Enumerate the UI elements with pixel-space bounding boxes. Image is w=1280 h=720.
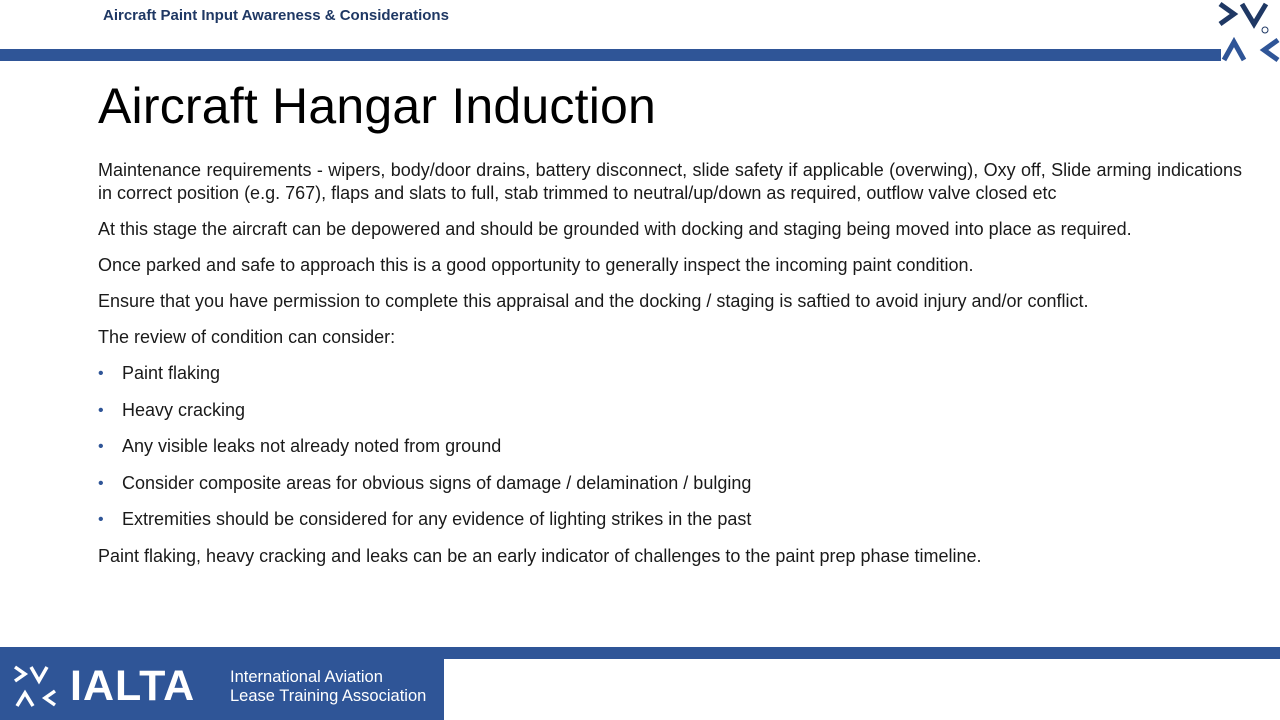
paragraph: The review of condition can consider: xyxy=(98,327,396,347)
list-item-text: Extremities should be considered for any evidence of lighting strikes in the past xyxy=(122,509,752,529)
bullet-icon: • xyxy=(98,365,104,382)
list-item xyxy=(98,399,1242,422)
footer-org-line: International Aviation xyxy=(230,668,383,686)
paragraph: Once parked and safe to approach this is a good opportunity to generally inspect the incoming paint condition. xyxy=(98,255,974,275)
list-item xyxy=(98,362,1242,385)
footer-org-line: Lease Training Association xyxy=(230,687,427,705)
list-item-text: Heavy cracking xyxy=(122,399,246,420)
bullet-icon: • xyxy=(98,401,104,419)
paragraph: Maintenance requirements - wipers, body/door drains, battery disconnect, slide safety if applicable (overwing), Oxy off, Slide arming indications in correct position (e.g. 767), flaps and slats to full, stab trimmed to neutral/up/down as required, outflow valve closed etc xyxy=(98,160,1242,203)
footer-org-name xyxy=(230,668,442,706)
paragraph: At this stage the aircraft can be depowered and should be grounded with docking and staging being moved into place as required. xyxy=(98,219,1132,239)
list-item xyxy=(98,472,1242,495)
list-item xyxy=(98,508,1242,531)
paragraph: Ensure that you have permission to complete this appraisal and the docking / staging is saftied to avoid injury and/or conflict. xyxy=(98,291,1089,311)
ialta-mark-icon xyxy=(12,663,58,709)
footer-brand-name: IALTA xyxy=(70,662,196,710)
bullet-icon: • xyxy=(98,511,104,528)
list-item xyxy=(98,435,1242,458)
slide-title: Aircraft Hangar Induction xyxy=(98,78,657,134)
bullet-icon: • xyxy=(98,438,104,455)
condition-bullet-list xyxy=(98,362,1242,531)
bullet-icon: • xyxy=(98,474,104,492)
header-divider-bar xyxy=(0,49,1221,61)
list-item-text: Paint flaking xyxy=(122,363,221,383)
list-item-text: Any visible leaks not already noted from ground xyxy=(122,436,502,456)
header-title: Aircraft Paint Input Awareness & Considerations xyxy=(103,7,449,24)
slide-content xyxy=(98,159,1242,581)
footer-divider-bar xyxy=(440,647,1280,659)
list-item-text: Consider composite areas for obvious signs of damage / delamination / bulging xyxy=(122,472,752,493)
paragraph: Paint flaking, heavy cracking and leaks can be an early indicator of challenges to the paint prep phase timeline. xyxy=(98,545,982,566)
ialta-logo-icon xyxy=(1216,0,1280,64)
